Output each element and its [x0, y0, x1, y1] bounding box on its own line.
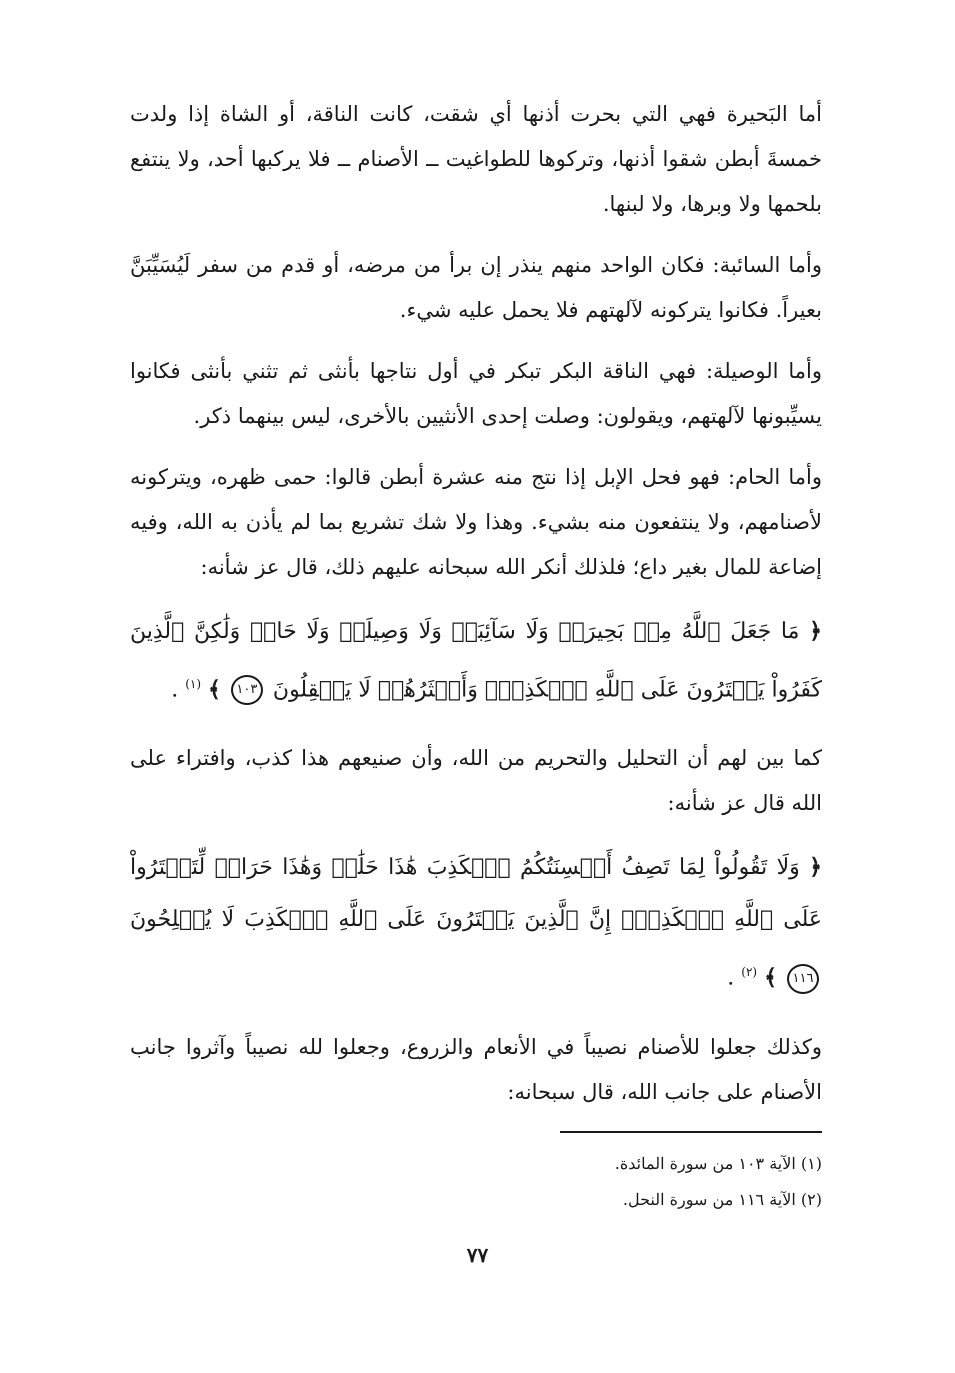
verse-end-period: .: [171, 677, 179, 703]
paragraph-wasila: وأما الوصيلة: فهي الناقة البكر تبكر في أول نتاجها بأنثى ثم تثني بأنثى فكانوا يسيِّبونها لآلهتهم، ويقولون: وصلت إحدى الأنثيين بالأخرى، ليس بينهما ذكر.: [130, 359, 822, 428]
verse-open-bracket: ﴿: [809, 619, 822, 644]
quran-verse-116: [130, 842, 822, 1004]
paragraph-ham: وأما الحام: فهو فحل الإبل إذا نتج منه عشرة أبطن قالوا: حمى ظهره، ويتركونه لأصنامهم، ولا ينتفعون منه بشيء. وهذا ولا شك تشريع بما لم يأذن به الله، وفيه إضاعة للمال بغير داع؛ فلذلك أنكر الله سبحانه عليهم ذلك، قال عز شأنه:: [130, 465, 822, 579]
verse-open-bracket: ﴿: [809, 855, 822, 881]
ayah-number-marker: ١٠٣: [231, 675, 263, 705]
body-text: [130, 92, 822, 1131]
verse-end-period: .: [727, 965, 735, 991]
footnote-reference: (٢): [741, 965, 758, 980]
footnote-divider: [560, 1131, 822, 1133]
paragraph-nasib: وكذلك جعلوا للأصنام نصيباً في الأنعام والزروع، وجعلوا لله نصيباً وآثروا جانب الأصنام على جانب الله، قال سبحانه:: [130, 1034, 822, 1104]
quran-verse-103: [130, 606, 822, 716]
verse-text: مَا جَعَلَ ٱللَّهُ مِنۢ بَحِيرَةٖ وَلَا سَآئِبَةٖ وَلَا وَصِيلَةٖ وَلَا حَامٖ وَلَٰكِنَّ ٱلَّذِينَ كَفَرُواْ يَفۡتَرُونَ عَلَى ٱللَّهِ ٱلۡكَذِبَۖ وَأَكۡثَرُهُمۡ لَا يَعۡقِلُونَ: [130, 619, 822, 703]
footnote-2: (٢) الآية ١١٦ من سورة النحل.: [622, 1190, 822, 1209]
verse-text: وَلَا تَقُولُواْ لِمَا تَصِفُ أَلۡسِنَتُكُمُ ٱلۡكَذِبَ هَٰذَا حَلَٰلٞ وَهَٰذَا حَرَامٞ لِّتَفۡتَرُواْ عَلَى ٱللَّهِ ٱلۡكَذِبَۚ إِنَّ ٱلَّذِينَ يَفۡتَرُونَ عَلَى ٱللَّهِ ٱلۡكَذِبَ لَا يُفۡلِحُونَ: [130, 855, 822, 933]
paragraph-bahira: أما البَحيرة فهي التي بحرت أذنها أي شقت، كانت الناقة، أو الشاة إذا ولدت خمسةَ أبطن شقوا أذنها، وتركوها للطواغيت ــ الأصنام ــ فلا يركبها أحد، ولا ينتفع بلحمها ولا وبرها، ولا لبنها.: [130, 102, 822, 216]
footnotes: [322, 1146, 822, 1218]
ayah-number-marker: ١١٦: [787, 964, 819, 994]
footnote-reference: (١): [185, 677, 202, 691]
verse-close-bracket: ﴾: [208, 677, 221, 703]
footnote-1: (١) الآية ١٠٣ من سورة المائدة.: [614, 1154, 822, 1173]
paragraph-saiba: وأما السائبة: فكان الواحد منهم ينذر إن برأ من مرضه، أو قدم من سفر لَيُسَيِّبَنَّ بعيراً. فكانوا يتركونه لآلهتهم فلا يحمل عليه شيء.: [130, 253, 822, 322]
verse-close-bracket: ﴾: [764, 965, 777, 991]
page-number: ٧٧: [466, 1243, 489, 1267]
paragraph-tahrim: كما بين لهم أن التحليل والتحريم من الله، وأن صنيعهم هذا كذب، وافتراء على الله قال عز شأنه:: [130, 746, 822, 816]
